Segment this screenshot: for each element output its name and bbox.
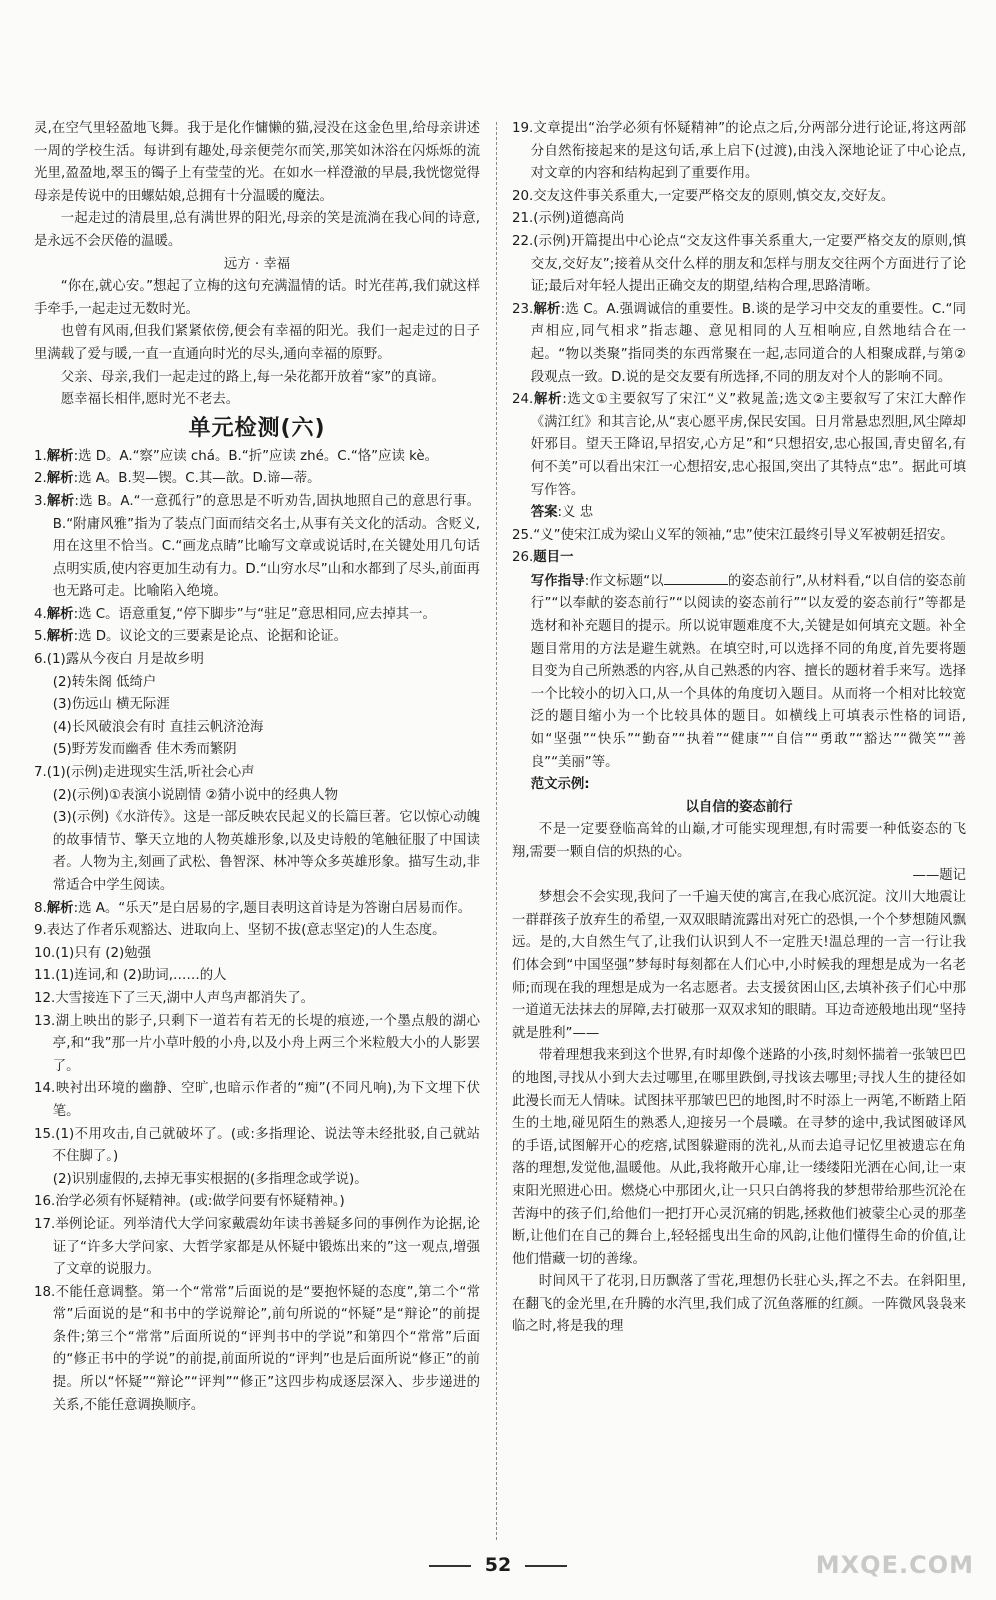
answer-item — [34, 649, 480, 672]
answer-text: :义 忠 — [557, 505, 594, 521]
answer-line — [512, 502, 966, 525]
answer-item — [34, 988, 480, 1011]
answer-number: 16. — [34, 1194, 56, 1210]
answer-number: 7. — [34, 765, 47, 781]
answer-item — [34, 491, 480, 604]
answer-text: :选 C。A.强调诚信的重要性。B.谈的是学习中交友的重要性。C.“同声相应,同气相求”指志趣、意见相同的人互相响应,自然地结合在一起。“物以类聚”指同类的东西常聚在一起,志同道合的人相聚成群,与第②段观点一致。D.说的是交友要有所选择,不同的朋友对个人的影响不同。 — [530, 301, 967, 385]
answer-number: 23. — [512, 301, 534, 317]
answer-item — [34, 762, 480, 785]
answer-text: (1)露从今夜白 月是故乡明 — [46, 652, 204, 668]
answer-text: 文章提出“治学必须有怀疑精神”的论点之后,分两部分进行论证,将这两部分自然衔接起来的是这句话,承上启下(过渡),由浅入深地论证了中心论点,对文章的内容和结构起到了重要作用。 — [530, 121, 966, 182]
answer-item — [34, 468, 480, 491]
answer-label: 解析 — [46, 471, 74, 487]
answer-number: 15. — [34, 1126, 56, 1142]
answer-text: 映衬出环境的幽静、空旷,也暗示作者的“痴”(不同凡响),为下文埋下伏笔。 — [52, 1081, 480, 1119]
essay-paragraph: 也曾有风雨,但我们紧紧依傍,便会有幸福的阳光。我们一起走过的日子里满载了爱与暖,一直一直通向时光的尽头,通向幸福的原野。 — [34, 324, 480, 362]
answer-number: 3. — [34, 493, 47, 509]
answer-text: :选 D。议论文的三要素是论点、论据和论证。 — [73, 629, 348, 645]
answer-number: 11. — [34, 968, 56, 984]
answer-item — [512, 299, 966, 389]
answer-number: 6. — [34, 652, 47, 668]
guide-text: 的姿态前行”,从材料看,“以自信的姿态前行”“以奉献的姿态前行”“以阅读的姿态前行”“以友爱的姿态前行”等都是选材和补充题目的提示。所以说审题难度不大,关键是如何填充文题。补全题目常用的方法是避生就熟。在填空时,可以选择不同的角度,首先要将题目变为自己所熟悉的内容,从自己熟悉的内容、擅长的题材着手来写。选择一个比较小的切入口,从一个具体的角度切入题目。从而将一个相对比较宽泛的题目缩小为一个比较具体的题目。如横线上可填表示性格的词语,如“坚强”“快乐”“勤奋”“执着”“健康”“自信”“勇敢”“豁达”“微笑”“善良”“美丽”等。 — [530, 573, 967, 770]
answer-item — [34, 1282, 480, 1418]
answer-text: “义”使宋江成为梁山义军的领袖,“忠”使宋江最终引导义军被朝廷招安。 — [533, 527, 954, 543]
answer-label: 解析 — [46, 448, 74, 464]
answer-text: 湖上映出的影子,只剩下一道若有若无的长堤的痕迹,一个墨点般的湖心亭,和“我”那一片小草叶般的小舟,以及小舟上两三个米粒般大小的人影罢了。 — [52, 1013, 480, 1074]
answer-text: :选 D。A.“察”应读 chá。B.“折”应读 zhé。C.“恪”应读 kè。 — [73, 448, 439, 464]
answer-number: 12. — [34, 990, 56, 1006]
column-divider — [496, 122, 497, 1540]
answer-text: :选 A。“乐天”是白居易的字,题目表明这首诗是为答谢白居易而作。 — [73, 900, 472, 916]
answer-item — [34, 943, 480, 966]
watermark-logo: MXQE.COM — [815, 1551, 974, 1579]
answer-text: :选 C。语意重复,“停下脚步”与“驻足”意思相同,应去掉其一。 — [73, 606, 436, 622]
answer-label: 解析 — [46, 493, 75, 509]
answer-text: (1)只有 (2)勉强 — [55, 945, 152, 961]
page-dash-left — [429, 1565, 471, 1567]
answer-number: 9. — [34, 923, 47, 939]
answer-label: 解析 — [46, 606, 74, 622]
answer-label: 解析 — [46, 629, 74, 645]
answer-text: 交友这件事关系重大,一定要严格交友的原则,慎交友,交好友。 — [533, 188, 895, 204]
essay-paragraph: 愿幸福长相伴,愿时光不老去。 — [60, 392, 240, 408]
answer-text: (1)连词,和 (2)助词,……的人 — [55, 968, 227, 984]
answer-item — [34, 1078, 480, 1123]
answer-subline: (2)转朱阁 低绮户 — [52, 674, 157, 690]
answer-text: 大雪接连下了三天,湖中人声鸟声都消失了。 — [55, 990, 314, 1006]
answer-text: (1)(示例)走进现实生活,听社会心声 — [46, 765, 255, 781]
essay-paragraph: 父亲、母亲,我们一起走过的路上,每一朵花都开放着“家”的真谛。 — [60, 369, 445, 385]
answer-item — [34, 920, 480, 943]
right-column — [512, 118, 966, 1339]
answer-number: 5. — [34, 629, 47, 645]
page-number-text: 52 — [484, 1554, 512, 1576]
answer-item — [34, 1011, 480, 1079]
answer-item — [34, 604, 480, 627]
answer-item — [512, 118, 966, 186]
answer-subline: (3)伤远山 横无际涯 — [52, 697, 170, 713]
guide-label: 写作指导 — [530, 573, 585, 589]
intro-paragraph: 一起走过的清晨里,总有满世界的阳光,母亲的笑是流淌在我心间的诗意,是永远不会厌倦的温暖。 — [34, 211, 480, 249]
sample-label: 范文示例: — [530, 777, 590, 793]
page-dash-right — [525, 1565, 567, 1567]
answer-text: :选 A。B.契—锲。C.其—歆。D.谛—蒂。 — [73, 471, 321, 487]
left-column — [34, 118, 480, 1417]
essay-subtitle: 远方 · 幸福 — [223, 256, 291, 272]
essay-paragraph: 带着理想我来到这个世界,有时却像个迷路的小孩,时刻怀揣着一张皱巴巴的地图,寻找从小到大去过哪里,在哪里跌倒,寻找该去哪里;寻找人生的捷径如此漫长而无人情味。试图抹平那皱巴巴的地图,时不时添上一两笔,不断踏上陌生的土地,碰见陌生的熟悉人,迎接另一个晨曦。在寻梦的途中,我试图破译风的手语,试图解开心的疙瘩,试图躲避雨的洗礼,从而去追寻记忆里被遗忘在角落的理想,发觉他,温暖他。从此,我将敞开心扉,让一缕缕阳光洒在心间,让一束束阳光照进心田。燃烧心中那团火,让一只只白鸽将我的梦想带给那些沉沦在苦海中的孩子们,给他们一把打开心灵沉痛的钥匙,拯救他们被蒙尘心灵的那垄断,让他们在自己的舞台上,轻轻摇曳出生命的风韵,让他们懂得生命的价值,让他们惜藏一切的善缘。 — [512, 1048, 966, 1267]
answer-number: 21. — [512, 211, 534, 227]
answer-number: 14. — [34, 1081, 56, 1097]
answer-number: 26. — [512, 550, 534, 566]
answer-text: 表达了作者乐观豁达、进取向上、坚韧不拔(意志坚定)的人生态度。 — [46, 923, 446, 939]
answer-item — [34, 446, 480, 469]
answer-number: 2. — [34, 471, 47, 487]
answer-number: 4. — [34, 606, 47, 622]
answer-number: 17. — [34, 1216, 56, 1232]
answer-text: 治学必须有怀疑精神。(或:做学问要有怀疑精神。) — [55, 1194, 345, 1210]
answer-number: 22. — [512, 233, 534, 249]
answer-item — [34, 1191, 480, 1214]
answer-text: :选文①主要叙写了宋江“义”救晁盖;选文②主要叙写了宋江大醉作《满江红》和其言论,从“衷心愿平虏,保民安国。日月常悬忠烈胆,风尘障却奸邪目。望天王降诏,早招安,心方足”和“只想招安,忠心报国,青史留名,有何不美”可以看出宋江一心想招安,忠心报国,突出了其特点“忠”。据此可填写作答。 — [530, 392, 967, 498]
answer-number: 1. — [34, 448, 47, 464]
answer-item — [34, 965, 480, 988]
answer-item — [512, 547, 966, 570]
answer-number: 18. — [34, 1284, 56, 1300]
answer-label: 解析 — [46, 900, 74, 916]
answer-label: 答案 — [530, 505, 558, 521]
answer-text: :选 B。A.“一意孤行”的意思是不听劝告,固执地照自己的意思行事。B.“附庸风雅”指为了装点门面而结交名士,从事有关文化的活动。含贬义,用在这里不恰当。C.“画龙点睛”比喻写文章或说话时,在关键处用几句话点明实质,使内容更加生动有力。D.“山穷水尽”山和水都到了尽头,前面再也无路可走。比喻陷入绝境。 — [52, 493, 481, 600]
answer-number: 25. — [512, 527, 534, 543]
intro-paragraph: 灵,在空气里轻盈地飞舞。我于是化作慵懒的猫,浸没在这金色里,给母亲讲述一周的学校生活。每讲到有趣处,母亲便莞尔而笑,那笑如沐浴在闪烁烁的流光里,盈盈地,翠玉的镯子上有莹莹的光。在如水一样澄澈的早晨,我恍惚觉得母亲是传说中的田螺姑娘,总拥有十分温暖的魔法。 — [34, 121, 480, 204]
answer-item — [512, 231, 966, 299]
epigraph-signature: ——题记 — [912, 867, 966, 883]
answer-item — [34, 626, 480, 649]
essay-paragraph: 梦想会不会实现,我问了一千遍天使的寓言,在我心底沉淀。汶川大地震让一群群孩子放弃生的希望,一双双眼睛流露出对死亡的恐惧,一个个梦想随风飘远。是的,大自然生气了,让我们认识到人不一定胜天!温总理的一言一行让我们体会到“中国坚强”梦每时每刻都在人们心中,小时候我的理想是成为一名老师;而现在我的理想是成为一名志愿者。去支援贫困山区,去填补孩子们心中那一道道无法抹去的屏障,去打破那一双双求知的眼睛。耳边奇迹般地出现“坚持就是胜利”—— — [512, 890, 966, 1041]
answer-number: 8. — [34, 900, 47, 916]
writing-guide — [512, 570, 966, 774]
section-title: 单元检测(六) — [188, 415, 326, 441]
answer-text: (1)不用攻击,自己就破坏了。(或:多指理论、说法等未经批驳,自己就站不住脚了。) — [52, 1126, 480, 1165]
answer-number: 19. — [512, 121, 534, 136]
answer-text: 不能任意调整。第一个“常常”后面说的是“要抱怀疑的态度”,第二个“常常”后面说的是“和书中的学说辩论”,前句所说的“怀疑”是“辩论”的前提条件;第三个“常常”后面所说的“评判书中的学说”和第四个“常常”后面的“修正书中的学说”的前提,前面所说的“评判”也是后面所说“修正”的前提。所以“怀疑”“辩论”“评判”“修正”这四步构成逐层深入、步步递进的关系,不能任意调换顺序。 — [52, 1284, 480, 1413]
answer-number: 10. — [34, 945, 56, 961]
answer-text: (示例)道德高尚 — [533, 211, 625, 227]
answer-subline: (2)(示例)①表演小说剧情 ②猜小说中的经典人物 — [52, 787, 339, 803]
fill-blank — [664, 570, 728, 585]
answer-item — [512, 389, 966, 502]
essay-title: 以自信的姿态前行 — [685, 799, 793, 815]
essay-paragraph: “你在,就心安。”想起了立梅的这句充满温情的话。时光荏苒,我们就这样手牵手,一起走过无数时光。 — [34, 279, 480, 317]
answer-item — [34, 1214, 480, 1282]
answer-item — [34, 1124, 480, 1169]
guide-prefix: :作文标题“以 — [584, 573, 664, 589]
answer-label: 解析 — [533, 301, 561, 317]
answer-number: 13. — [34, 1013, 56, 1029]
answer-number: 24. — [512, 392, 534, 408]
answer-subline: (5)野芳发而幽香 佳木秀而繁阴 — [52, 742, 237, 758]
answer-subline: (2)识别虚假的,去掉无事实根据的(多指理念或学说)。 — [52, 1171, 368, 1187]
answer-item — [512, 208, 966, 231]
answer-item — [34, 898, 480, 921]
essay-paragraph: 时间风干了花羽,日历飘落了雪花,理想仍长驻心头,挥之不去。在斜阳里,在翻飞的金光里,在升腾的水汽里,我们成了沉鱼落雁的红颜。一阵微风袅袅来临之时,将是我的理 — [512, 1274, 966, 1335]
answer-number: 20. — [512, 188, 534, 204]
answer-subline: (3)(示例)《水浒传》。这是一部反映农民起义的长篇巨著。它以惊心动魄的故事情节、擎天立地的人物英雄形象,以及史诗般的笔触征服了中国读者。人物为主,刻画了武松、鲁智深、林冲等众多英雄形象。描写生动,非常适合中学生阅读。 — [52, 810, 480, 893]
epigraph: 不是一定要登临高耸的山巅,才可能实现理想,有时需要一种低姿态的飞翔,需要一颗自信的炽热的心。 — [512, 822, 966, 860]
answer-item — [512, 186, 966, 209]
answer-item — [512, 525, 966, 548]
answer-subline: (4)长风破浪会有时 直挂云帆济沧海 — [52, 719, 264, 735]
answer-text: (示例)开篇提出中心论点“交友这件事关系重大,一定要严格交友的原则,慎交友,交好友”;接着从交什么样的朋友和怎样与朋友交往两个方面进行了论证;最后对年轻人提出正确交友的期望,结构合理,思路清晰。 — [530, 233, 966, 295]
topic-title: 题目一 — [533, 550, 574, 566]
answer-label: 解析 — [533, 392, 563, 408]
answer-text: 举例论证。列举清代大学问家戴震幼年读书善疑多问的事例作为论据,论证了“许多大学问家、大哲学家都是从怀疑中锻炼出来的”这一观点,增强了文章的说服力。 — [52, 1216, 480, 1278]
sample-label-line — [512, 774, 966, 797]
